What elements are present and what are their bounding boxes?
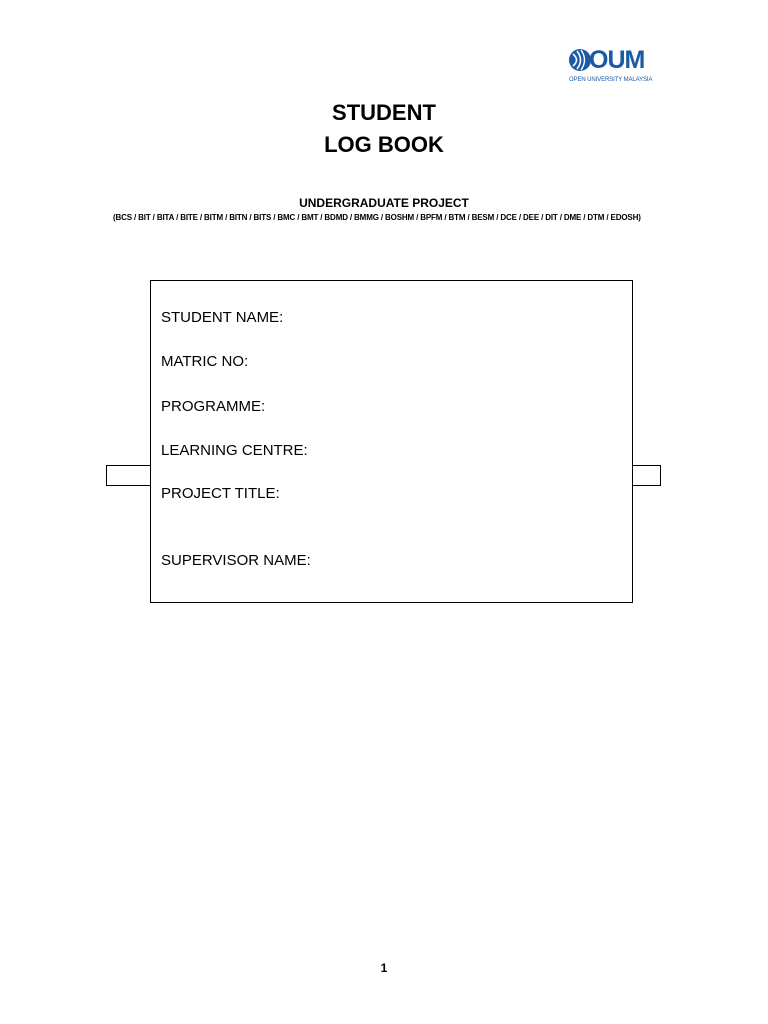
- document-title-line-1: STUDENT: [332, 100, 436, 125]
- programme-list: (BCS / BIT / BITA / BITE / BITM / BITN / BITS / BMC / BMT / BDMD / BMMG / BOSHM / BPFM / BTM / BESM / DCE / DEE / DIT / DME / DTM / EDOSH): [113, 213, 641, 222]
- learning-centre-label: LEARNING CENTRE:: [161, 442, 308, 459]
- project-title-label: PROJECT TITLE:: [161, 485, 280, 502]
- logo-subtitle: OPEN UNIVERSITY MALAYSIA: [569, 77, 653, 83]
- logo-wordmark: OUM: [589, 46, 645, 74]
- page-number: 1: [380, 961, 388, 975]
- document-subtitle: UNDERGRADUATE PROJECT: [299, 196, 469, 210]
- binding-tab-left: [106, 465, 156, 486]
- matric-no-label: MATRIC NO:: [161, 353, 249, 370]
- programme-label: PROGRAMME:: [161, 398, 266, 415]
- oum-logo: [568, 46, 658, 86]
- document-title-line-2: LOG BOOK: [324, 132, 444, 157]
- student-info-box: [150, 280, 633, 603]
- supervisor-name-label: SUPERVISOR NAME:: [161, 552, 311, 569]
- student-name-label: STUDENT NAME:: [161, 309, 284, 326]
